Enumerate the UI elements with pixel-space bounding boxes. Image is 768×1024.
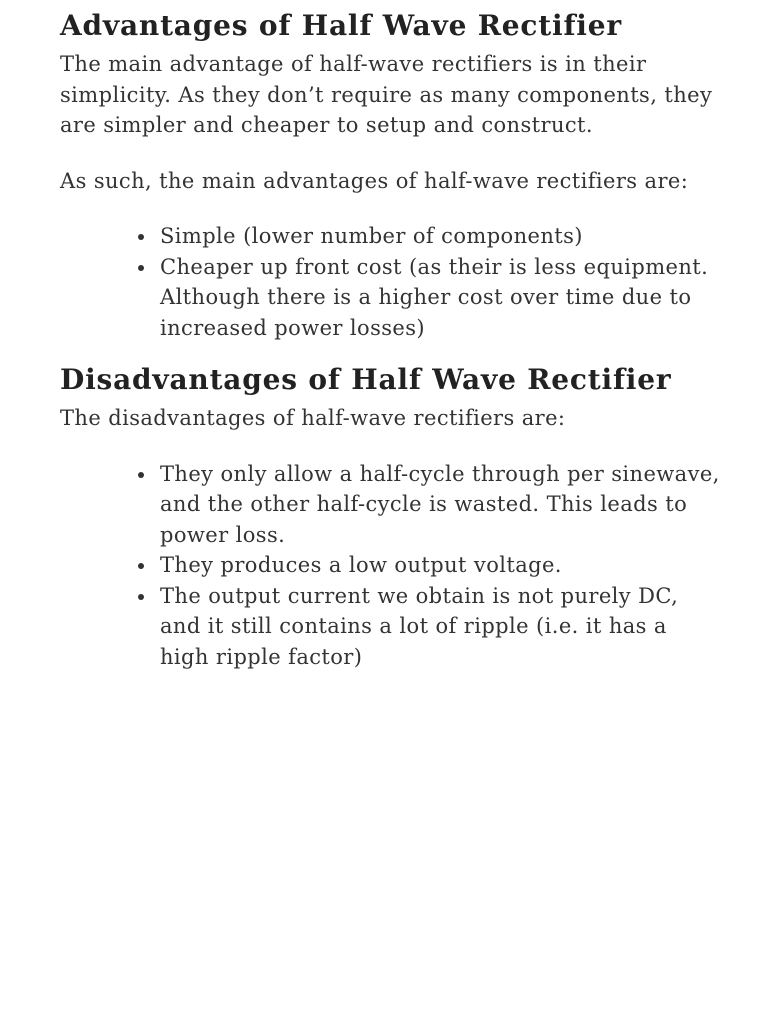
list-item: They produces a low output voltage.	[160, 550, 720, 581]
disadvantages-section	[60, 363, 720, 672]
list-item: The output current we obtain is not purely DC, and it still contains a lot of ripple (i.e. it has a high ripple factor)	[160, 581, 720, 673]
list-item: Cheaper up front cost (as their is less equipment. Although there is a higher cost over time due to increased power losses)	[160, 252, 720, 344]
advantages-intro-paragraph: The main advantage of half-wave rectifiers is in their simplicity. As they don’t require as many components, they are simpler and cheaper to setup and construct.	[60, 52, 713, 137]
disadvantages-heading: Disadvantages of Half Wave Rectifier	[60, 363, 672, 396]
list-item: They only allow a half-cycle through per sinewave, and the other half-cycle is wasted. This leads to power loss.	[160, 459, 720, 551]
advantages-list	[60, 221, 720, 343]
advantages-heading: Advantages of Half Wave Rectifier	[60, 9, 622, 42]
list-item: Simple (lower number of components)	[160, 221, 720, 252]
disadvantages-intro-paragraph: The disadvantages of half-wave rectifiers are:	[60, 406, 566, 430]
disadvantages-list	[60, 459, 720, 673]
advantages-lead-paragraph: As such, the main advantages of half-wave rectifiers are:	[60, 168, 689, 193]
advantages-section	[60, 9, 720, 343]
